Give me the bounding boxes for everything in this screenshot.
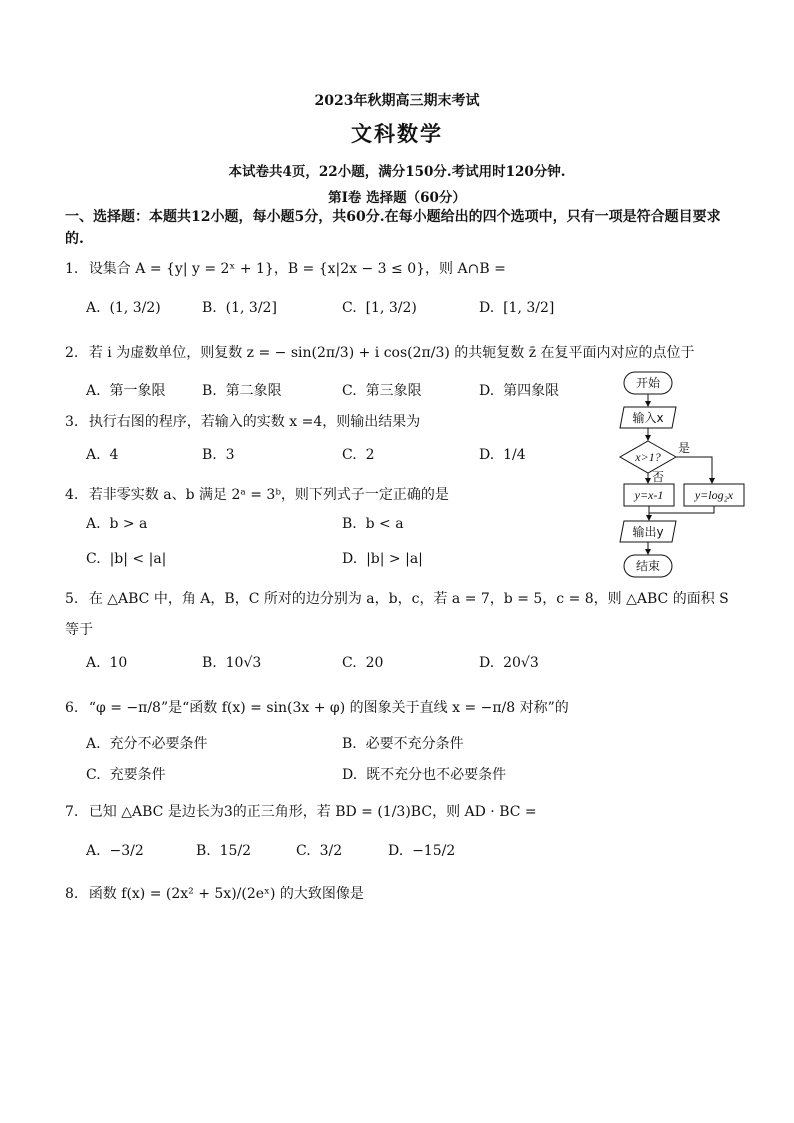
exam-title: 2023年秋期高三期末考试 (314, 93, 480, 109)
option-5a: A. 10 (86, 655, 128, 671)
flowchart-yes-label: 是 (678, 441, 691, 455)
option-6b: B. 必要不充分条件 (342, 736, 464, 752)
flowchart-no-label: 否 (652, 470, 665, 484)
option-3a: A. 4 (86, 447, 119, 463)
option-7c: C. 3/2 (296, 843, 343, 859)
option-4c: C. |b| < |a| (86, 551, 167, 567)
question-stem: 函数 f(x) = (2x² + 5x)/(2eˣ) 的大致图像是 (88, 886, 364, 902)
option-2a: A. 第一象限 (86, 383, 166, 399)
question-5-continued: 等于 (65, 622, 93, 638)
question-5 (65, 588, 729, 608)
option-1b: B. (1, 3/2] (202, 300, 277, 316)
flowchart-output-label: 输出y (632, 525, 664, 539)
option-5b: B. 10√3 (202, 655, 262, 671)
question-number: 2. (65, 345, 79, 361)
question-stem: “φ = −π/8”是“函数 f(x) = sin(3x + φ) 的图象关于直线 x = −π/8 对称”的 (88, 700, 569, 716)
option-1a: A. (1, 3/2) (86, 300, 161, 316)
question-number: 7. (65, 804, 79, 820)
option-7b: B. 15/2 (196, 843, 252, 859)
question-3 (65, 411, 420, 431)
question-stem: 在 △ABC 中，角 A，B，C 所对的边分别为 a，b，c，若 a = 7，b = 5，c = 8，则 △ABC 的面积 S (88, 591, 729, 607)
option-1c: C. [1, 3/2) (342, 300, 417, 316)
option-7d: D. −15/2 (388, 843, 456, 859)
option-5c: C. 20 (342, 655, 384, 671)
option-6a: A. 充分不必要条件 (86, 736, 208, 752)
option-4b: B. b < a (342, 516, 404, 532)
option-4a: A. b > a (86, 516, 148, 532)
exam-info: 本试卷共4页，22小题，满分150分.考试用时120分钟. (228, 164, 566, 180)
option-7a: A. −3/2 (86, 843, 144, 859)
option-4d: D. |b| > |a| (342, 551, 423, 567)
flowchart-process-no-label: y=x-1 (634, 488, 664, 502)
option-3b: B. 3 (202, 447, 235, 463)
question-stem: 若非零实数 a、b 满足 2ᵃ = 3ᵇ，则下列式子一定正确的是 (88, 487, 449, 503)
option-3d: D. 1/4 (479, 447, 526, 463)
flowchart-start-label: 开始 (635, 376, 661, 390)
flowchart-decision-label: x>1? (635, 450, 661, 464)
question-number: 4. (65, 487, 79, 503)
flowchart-input-label: 输入x (632, 411, 664, 425)
subject-title: 文科数学 (351, 121, 443, 146)
question-number: 8. (65, 886, 79, 902)
question-1 (65, 258, 506, 278)
question-number: 3. (65, 414, 79, 430)
question-stem: 设集合 A = {y| y = 2ˣ + 1}，B = {x|2x − 3 ≤ 0}，则 A∩B = (88, 261, 506, 277)
option-5d: D. 20√3 (479, 655, 539, 671)
option-6d: D. 既不充分也不必要条件 (342, 767, 507, 783)
option-3c: C. 2 (342, 447, 375, 463)
flowchart-process-yes-label: y=log₂x (694, 488, 734, 502)
question-6 (65, 697, 569, 717)
option-6c: C. 充要条件 (86, 767, 166, 783)
section-heading: 一、选择题：本题共12小题，每小题5分，共60分.在每小题给出的四个选项中，只有一项是符合题目要求的. (65, 209, 721, 247)
question-stem: 执行右图的程序，若输入的实数 x =4，则输出结果为 (88, 414, 421, 430)
question-number: 5. (65, 591, 79, 607)
question-2 (65, 342, 695, 362)
option-2c: C. 第三象限 (342, 383, 422, 399)
question-7 (65, 801, 537, 821)
question-stem: 若 i 为虚数单位，则复数 z = − sin(2π/3) + i cos(2π/3) 的共轭复数 z̄ 在复平面内对应的点位于 (88, 345, 695, 361)
question-number: 1. (65, 261, 79, 277)
flowchart-end-label: 结束 (635, 559, 661, 573)
question-4 (65, 484, 449, 504)
question-8 (65, 883, 364, 903)
question-number: 6. (65, 700, 79, 716)
option-1d: D. [1, 3/2] (479, 300, 555, 316)
flowchart (612, 368, 752, 580)
option-2d: D. 第四象限 (479, 383, 560, 399)
part-heading: 第Ⅰ卷 选择题（60分） (328, 190, 466, 206)
option-2b: B. 第二象限 (202, 383, 282, 399)
question-stem: 已知 △ABC 是边长为3的正三角形，若 BD = (1/3)BC，则 AD · BC = (88, 804, 537, 820)
